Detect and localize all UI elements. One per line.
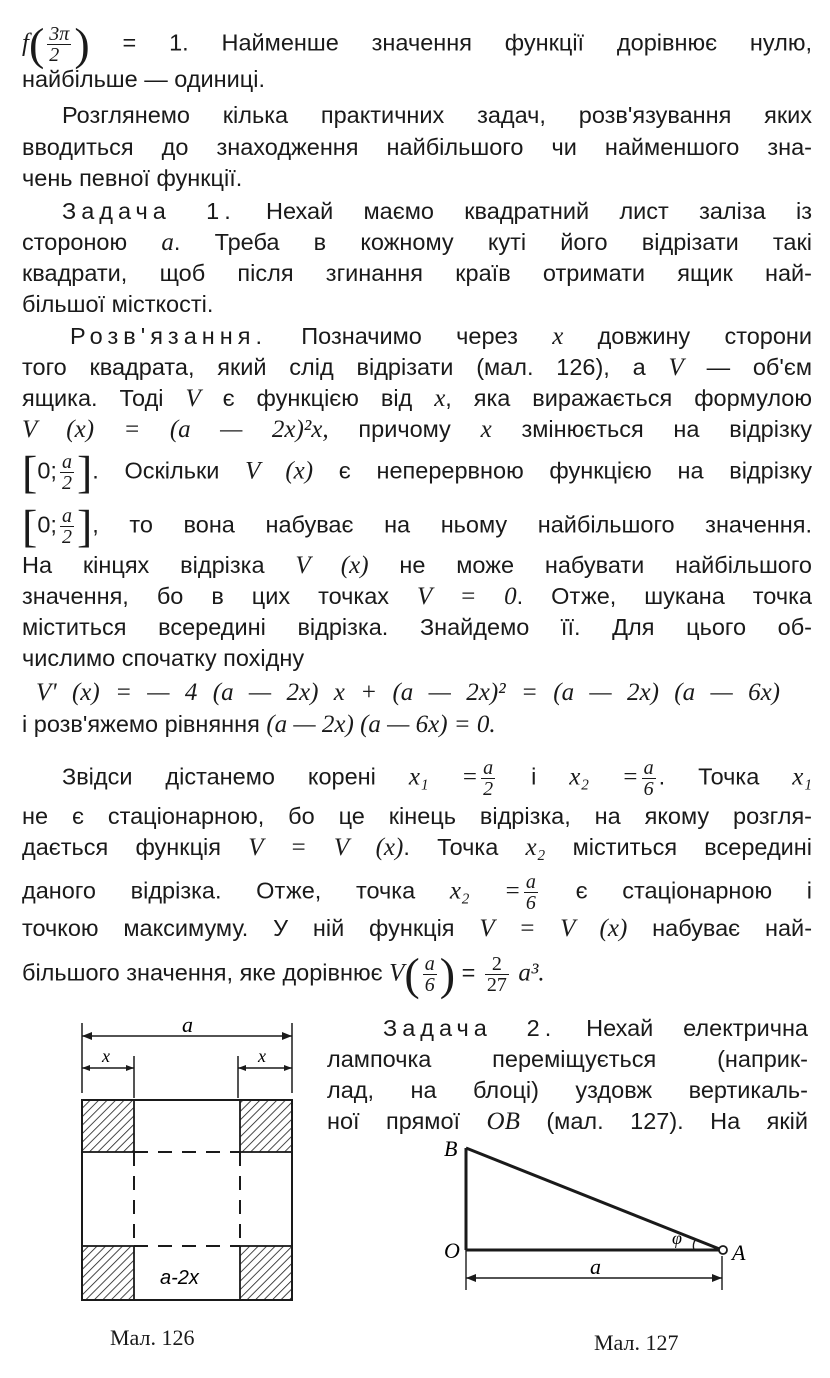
text-line-16: На кінцях відрізка V (x) не може набувати найбільшого bbox=[22, 552, 812, 579]
point-A bbox=[719, 1246, 727, 1254]
text-line-22: Звідси дістанемо корені x₁ = $\frac{a}{2}$ і x₂ = $\frac{a}{6}$ . Точка x₁ bbox=[62, 757, 813, 800]
corner-square-tl bbox=[82, 1100, 134, 1152]
text-line-23: не є стаціонарною, бо це кінець відрізка, на якому розгля- bbox=[22, 803, 812, 829]
label-a-127: a bbox=[590, 1254, 601, 1279]
text-line-11: того квадрата, який слід відрізати (мал. 126), а V — об'єм bbox=[22, 354, 813, 381]
derivative-formula: V' (x) = — 4 (a — 2x) x + (a — 2x)² = (a — 2x) (a — 6x) bbox=[36, 679, 780, 706]
text-line-8: квадрати, щоб після згинання країв отримати ящик най- bbox=[22, 260, 812, 286]
label-a: a bbox=[182, 1018, 193, 1037]
text-line-24: дається функція V = V (x). Точка x₂ міститься всередині bbox=[22, 834, 812, 861]
label-x-left: x bbox=[102, 1046, 110, 1066]
label-a-minus-2x: a-2x bbox=[160, 1267, 199, 1289]
text-line-10: Розв'язання. Позначимо через x довжину сторони bbox=[70, 323, 813, 350]
text-line-3: Розглянемо кілька практичних задач, розв'язування яких bbox=[62, 102, 812, 128]
text-line-30: лад, на блоці) уздовж вертикаль- bbox=[327, 1077, 808, 1103]
text-line-7: стороною a. Треба в кожному куті його відрізати такі bbox=[22, 229, 812, 256]
text-line-29: лампочка переміщується (наприк- bbox=[327, 1046, 808, 1072]
label-A: A bbox=[732, 1240, 746, 1265]
text-line-19: числимо спочатку похідну bbox=[22, 645, 305, 671]
text-line-25: даного відрізка. Отже, точка x₂ = $\frac{a}{6}$ є стаціонарною і bbox=[22, 871, 812, 914]
text-line-12: ящика. Тоді V є функцією від x, яка виражається формулою bbox=[22, 385, 812, 412]
label-B: B bbox=[444, 1138, 458, 1161]
label-x-right: x bbox=[258, 1046, 266, 1066]
text-line-21: і розв'яжемо рівняння (a — 2x) (a — 6x) = 0. bbox=[22, 711, 496, 738]
text-line-9: більшої місткості. bbox=[22, 291, 214, 317]
text-line-13: V (x) = (a — 2x)²x, причому x змінюється на відрізку bbox=[22, 416, 813, 443]
text-line-4: вводиться до знаходження найбільшого чи найменшого зна- bbox=[22, 134, 812, 160]
text-line-26: точкою максимуму. У ній функція V = V (x) набуває най- bbox=[22, 915, 813, 942]
corner-square-br bbox=[240, 1246, 292, 1300]
line-BA bbox=[466, 1148, 722, 1250]
figure-127-caption: Мал. 127 bbox=[594, 1330, 679, 1355]
label-phi: φ bbox=[672, 1228, 682, 1248]
text-line-6: Задача 1. Нехай маємо квадратний лист заліза із bbox=[62, 198, 812, 224]
label-O: O bbox=[444, 1238, 460, 1263]
text-line-31: ної прямої OB (мал. 127). На якій bbox=[327, 1108, 809, 1135]
text-line-27: більшого значення, яке дорівнює V( $\frac{a}{6}$ ) = $\frac{2}{27}$ a³. bbox=[22, 948, 545, 1000]
text-line-28: Задача 2. Нехай електрична bbox=[383, 1015, 808, 1041]
text-line-18: міститься всередині відрізка. Знайдемо її. Для цього об- bbox=[22, 614, 812, 640]
fold-lines bbox=[134, 1152, 240, 1246]
text-line-2: найбільше — одиниці. bbox=[22, 66, 265, 92]
angle-arc bbox=[693, 1239, 696, 1250]
figure-126-caption: Мал. 126 bbox=[110, 1325, 195, 1350]
text-line-15: [0; $\frac{a}{2}$ ], то вона набуває на ньому найбільшого значення. bbox=[22, 500, 813, 552]
figure-126-box-net bbox=[70, 1018, 310, 1323]
text-line-5: чень певної функції. bbox=[22, 165, 243, 191]
text-line-1: f( $\frac{3\pi}{2}$ ) = 1. Найменше значення функції дорівнює нулю, bbox=[22, 18, 813, 70]
text-line-17: значення, бо в цих точках V = 0. Отже, шукана точка bbox=[22, 583, 812, 610]
corner-square-tr bbox=[240, 1100, 292, 1152]
corner-square-bl bbox=[82, 1246, 134, 1300]
figure-127-lamp-diagram bbox=[440, 1138, 770, 1328]
text-line-14: [0; $\frac{a}{2}$ ]. Оскільки V (x) є неперервною функцією на відрізку bbox=[22, 446, 812, 498]
